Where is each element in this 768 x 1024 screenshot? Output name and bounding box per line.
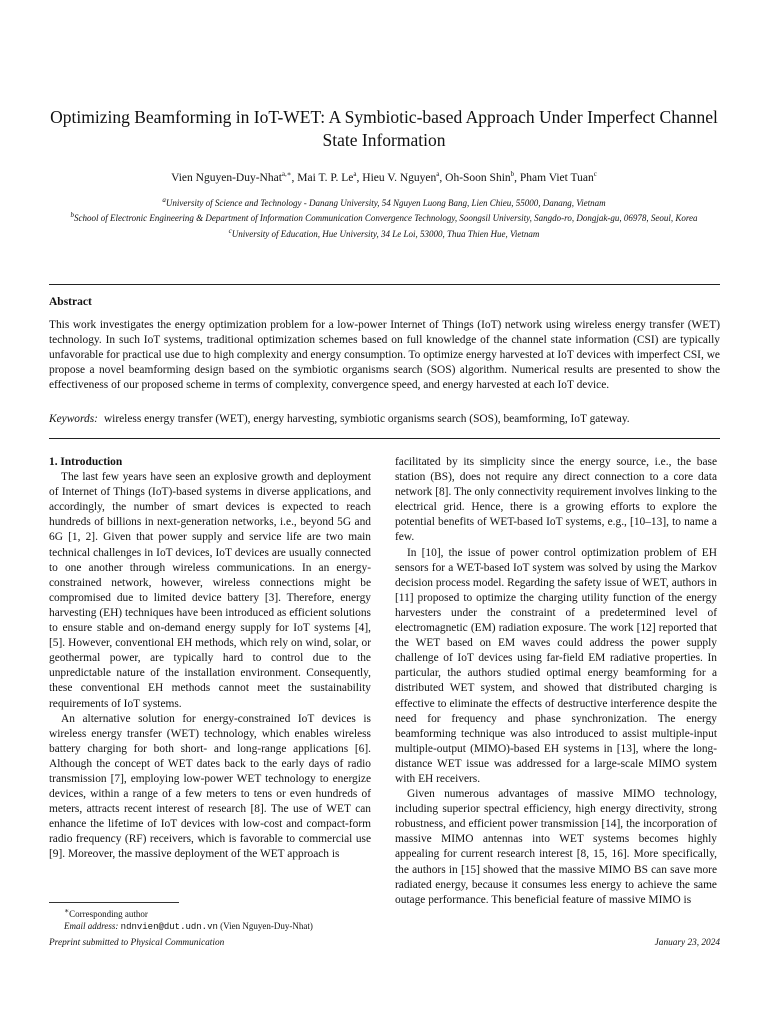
paragraph: Given numerous advantages of massive MIMO technology, including superior spectral efficiency, high energy directivity, strong robustness, and efficient power transmission [14], the incorporation of massive MIMO antennas into WET systems becomes highly appealing for current research interest [8, 15, 16]. More specifically, the authors in [15] showed that the massive MIMO BS can save more radiated energy, because it consumes less energy to achieve the same outage performance. This beneficial feature of massive MIMO is [395, 788, 717, 906]
keywords [49, 413, 720, 425]
footer-date: January 23, 2024 [654, 938, 720, 948]
author: Oh-Soon Shin$^b$, [445, 170, 520, 184]
author: Vien Nguyen-Duy-Nhat$^{a,∗}$, [171, 170, 298, 184]
keywords-text: wireless energy transfer (WET), energy harvesting, symbiotic organisms search (SOS), beamforming, IoT gateway. [103, 413, 630, 425]
paragraph: The last few years have seen an explosive growth and deployment of Internet of Things (IoT)-based systems in diverse applications, and accordingly, the number of smart devices is expected to reach hundreds of billions in next-generation networks, i.e., beyond 5G and 6G [1, 2]. Given that power supply and service life are two main technical challenges in IoT devices, IoT devices are usually connected to one another through wireless communications. In an energy-constrained network, however, wireless connections might be compromised due to limited device battery [3]. Therefore, energy harvesting (EH) techniques have been introduced as efficient solutions to ensure stable and on-demand energy supply for IoT systems [4], [5]. However, conventional EH methods, which rely on wind, solar, or geothermal power, are typically hard to control due to the unpredictable nature of the installation environment. Consequently, these conventional EH methods cannot meet the sustainability requirements of IoT systems. [49, 471, 371, 710]
affiliation: $^b$School of Electronic Engineering & Department of Information Communication Convergence Technology, Soongsil University, Sangdo-ro, Dongjak-gu, 06978, Seoul, Korea [70, 211, 698, 224]
right-column [395, 455, 717, 908]
affiliation-list [60, 194, 708, 240]
author: Mai T. P. Le$^a$, [297, 170, 363, 184]
left-column [49, 455, 371, 863]
paragraph: In [10], the issue of power control optimization problem of EH sensors for a WET-based IoT system was solved by using the Markov decision process model. Regarding the safety issue of WET, authors in [11] proposed to optimize the charging utility function of the energy harvesters under the constraint of a predetermined level of electromagnetic (EM) radiation exposure. The work [12] reported that the WET based on EM waves could address the power supply challenge of IoT devices using far-field EM radiative properties. In particular, the authors studied optimal energy beamforming for a distributed WET system, and showed that distributed charging is effective to eliminate the effects of destructive interference despite the need for frequency and phase synchronization. The energy beamforming technique was also introduced to assist multiple-input multiple-output (MIMO)-based EH systems in [13], where the long-distance WET issue was addressed for a large-scale MIMO system with EH receivers. [395, 546, 717, 785]
affiliation: $^a$University of Science and Technology - Danang University, 54 Nguyen Luong Bang, Lien Chieu, 55000, Danang, Vietnam [162, 196, 606, 208]
abstract-heading: Abstract [49, 296, 92, 308]
author: Hieu V. Nguyen$^a$, [362, 170, 446, 184]
email-link[interactable]: ndnvien@dut.udn.vn [120, 922, 218, 932]
affiliation: $^c$University of Education, Hue University, 34 Le Loi, 53000, Thua Thien Hue, Vietnam [228, 226, 540, 239]
paragraph: facilitated by its simplicity since the energy source, i.e., the base station (BS), does not require any direct connection to a core data network [8]. The only connectivity requirement involves linking to the electrical grid. Hence, there is a growing efforts to explore the potential benefits of WET-based IoT systems, e.g., [10–13], to name a few. [395, 456, 717, 544]
paper-title: Optimizing Beamforming in IoT-WET: A Symbiotic-based Approach Under Imperfect Channel State Information [50, 107, 718, 150]
footnote-corresponding: Corresponding author [69, 909, 148, 919]
footnote: ∗Corresponding author Email address: ndnvien@dut.udn.vn (Vien Nguyen-Duy-Nhat) [64, 906, 313, 932]
footnote-divider [49, 902, 179, 903]
keywords-label: Keywords: [49, 413, 98, 425]
footer-journal: Preprint submitted to Physical Communication [49, 938, 225, 948]
section-heading: 1. Introduction [49, 456, 123, 468]
abstract-body: This work investigates the energy optimization problem for a low-power Internet of Things (IoT) network using wireless energy transfer (WET) technology. In such IoT systems, traditional optimization schemes based on full knowledge of the channel state information (CSI) are typically unfavorable for practical use due to high complexity and energy consumption. To optimize energy harvested at IoT devices with imperfect CSI, we propose a novel beamforming design based on the symbiotic organisms search (SOS) algorithm. Numerical results are presented to show the effectiveness of our proposed scheme in terms of complexity, convergence speed, and energy harvested at each IoT device. [49, 319, 720, 392]
top-divider [49, 284, 720, 285]
author-list [40, 166, 728, 186]
bottom-divider [49, 438, 720, 439]
paragraph: An alternative solution for energy-constrained IoT devices is wireless energy transfer (WET) technology, which enables wireless battery charging for both short- and long-range applications [6]. Although the concept of WET dates back to the early days of radio transmission [7], employing low-power WET technology to energize devices, within a range of a few meters to tens or even hundreds of meters, attracts recent interest of research [8]. The use of WET can enhance the lifetime of IoT devices with low-cost and compact-form radio frequency (RF) receivers, which is favorable to commercial use [9]. Moreover, the massive deployment of the WET approach is [49, 712, 371, 861]
author: Pham Viet Tuan$^c$ [519, 170, 597, 184]
